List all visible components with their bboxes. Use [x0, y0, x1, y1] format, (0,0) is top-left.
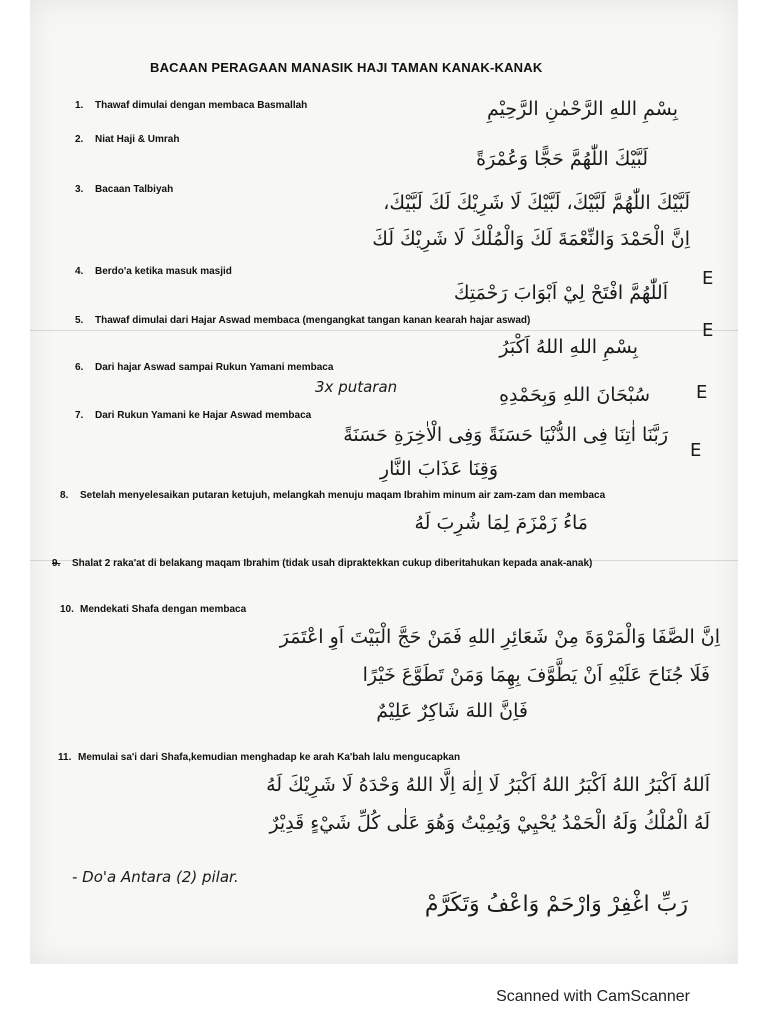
paper-crease: [30, 330, 738, 331]
doa-arabic: رَبِّ اغْفِرْ وَارْحَمْ وَاعْفُ وَتَكَرَّمْ: [424, 892, 688, 917]
item-10: 10. Mendekati Shafa dengan membaca: [60, 604, 247, 615]
item-10-arabic-line1: اِنَّ الصَّفَا وَالْمَرْوَةَ مِنْ شَعَائِرِ اللهِ فَمَنْ حَجَّ الْبَيْتَ اَوِ اعْتَمَرَ: [279, 626, 720, 648]
document-title: BACAAN PERAGAAN MANASIK HAJI TAMAN KANAK-KANAK: [150, 60, 543, 75]
item-1-arabic: بِسْمِ اللهِ الرَّحْمٰنِ الرَّحِيْمِ: [487, 98, 678, 120]
item-3-arabic-line1: لَبَّيْكَ اللّٰهُمَّ لَبَّيْكَ، لَبَّيْكَ لَا شَرِيْكَ لَكَ لَبَّيْكَ،: [383, 192, 690, 214]
item-11: 11. Memulai sa'i dari Shafa,kemudian menghadap ke arah Ka'bah lalu mengucapkan: [58, 752, 461, 763]
item-6-mark: E: [696, 382, 708, 403]
item-6-note: 3x putaran: [315, 378, 398, 396]
item-7-arabic-line2: وَقِنَا عَذَابَ النَّارِ: [379, 458, 498, 480]
item-8: 8. Setelah menyelesaikan putaran ketujuh, melangkah menuju maqam Ibrahim minum air zam-zam dan membaca: [60, 490, 606, 501]
item-11-arabic-line1: اَللهُ اَكْبَرُ اللهُ اَكْبَرُ اللهُ اَكْبَرُ لَا اِلٰهَ اِلَّا اللهُ وَحْدَهُ لَا شَرِيْكَ لَهُ: [266, 774, 710, 796]
item-3: 3. Bacaan Talbiyah: [75, 184, 174, 195]
item-4-arabic: اَللّٰهُمَّ افْتَحْ لِيْ اَبْوَابَ رَحْمَتِكَ: [453, 282, 668, 304]
item-6-arabic: سُبْحَانَ اللهِ وَبِحَمْدِهِ: [499, 384, 650, 406]
item-5-mark: E: [702, 320, 714, 341]
item-1: 1. Thawaf dimulai dengan membaca Basmallah: [75, 100, 308, 111]
item-7: 7. Dari Rukun Yamani ke Hajar Aswad membaca: [75, 410, 312, 421]
item-10-arabic-line2: فَلَا جُنَاحَ عَلَيْهِ اَنْ يَطَّوَّفَ بِهِمَا وَمَنْ تَطَوَّعَ خَيْرًا: [362, 664, 710, 686]
item-7-arabic-line1: رَبَّنَا اٰتِنَا فِى الدُّنْيَا حَسَنَةً وَفِى الْاٰخِرَةِ حَسَنَةً: [343, 424, 668, 446]
item-10-arabic-line3: فَاِنَّ اللهَ شَاكِرٌ عَلِيْمٌ: [376, 700, 528, 722]
item-9: 9. Shalat 2 raka'at di belakang maqam Ibrahim (tidak usah dipraktekkan cukup diberitahukan kepada anak-anak): [52, 558, 593, 569]
item-2-arabic: لَبَّيْكَ اللّٰهُمَّ حَجًّا وَعُمْرَةً: [476, 148, 648, 170]
scanned-paper: [30, 0, 738, 964]
item-8-arabic: مَاءُ زَمْزَمَ لِمَا شُرِبَ لَهُ: [414, 512, 588, 534]
item-11-arabic-line2: لَهُ الْمُلْكُ وَلَهُ الْحَمْدُ يُحْيِيْ وَيُمِيْتُ وَهُوَ عَلٰى كُلِّ شَيْءٍ قَدِيْرٌ: [269, 812, 710, 834]
item-4-mark: E: [702, 268, 714, 289]
item-3-arabic-line2: اِنَّ الْحَمْدَ وَالنِّعْمَةَ لَكَ وَالْمُلْكَ لَا شَرِيْكَ لَكَ: [372, 228, 690, 250]
doa-note: - Do'a Antara (2) pilar.: [72, 868, 239, 886]
item-4: 4. Berdo'a ketika masuk masjid: [75, 266, 232, 277]
item-2: 2. Niat Haji & Umrah: [75, 134, 180, 145]
item-5-arabic: بِسْمِ اللهِ اللهُ اَكْبَرُ: [499, 336, 638, 358]
item-5: 5. Thawaf dimulai dari Hajar Aswad membaca (mengangkat tangan kanan kearah hajar aswad): [75, 315, 531, 326]
camscanner-footer: Scanned with CamScanner: [496, 988, 690, 1005]
item-6: 6. Dari hajar Aswad sampai Rukun Yamani membaca: [75, 362, 334, 373]
item-7-mark: E: [690, 440, 702, 461]
